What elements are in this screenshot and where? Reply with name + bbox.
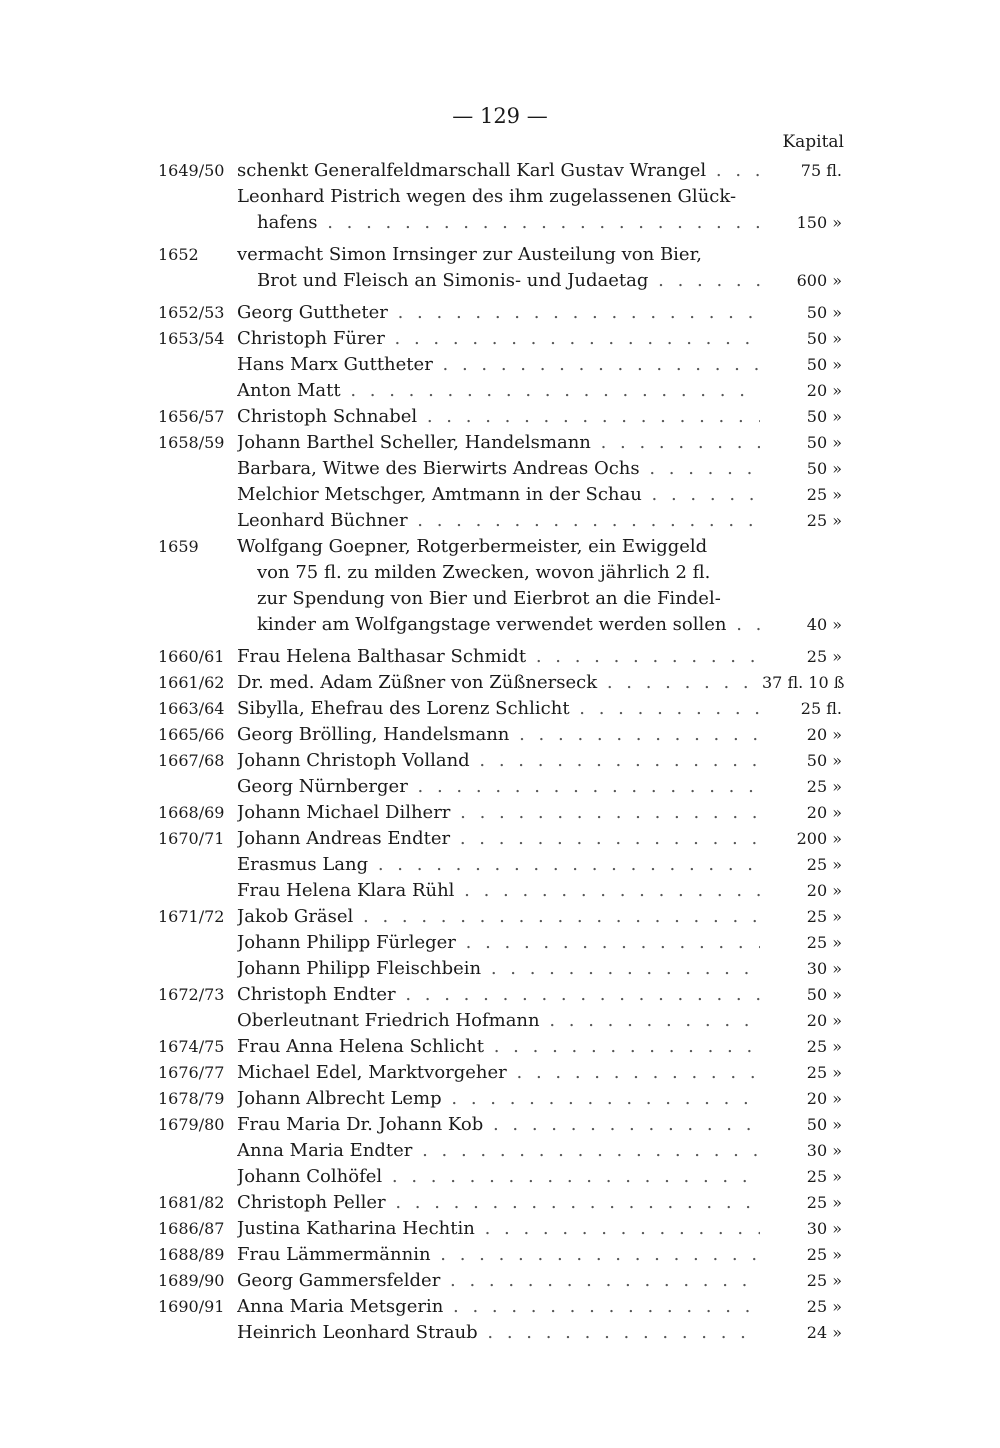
list-item [0, 878, 1000, 904]
entry-amount: 25 » [806, 1297, 842, 1316]
entry-line [0, 560, 1000, 586]
list-item [0, 904, 1000, 930]
entry-text: Georg Brölling, Handelsmann . . . [237, 722, 760, 748]
entry-line [0, 670, 1000, 696]
entry-amount: 25 » [806, 1271, 842, 1290]
list-item [0, 722, 1000, 748]
list-item [0, 826, 1000, 852]
entry-line [0, 1164, 1000, 1190]
entry-year: 1665/66 [158, 725, 225, 744]
entry-text: Johann Philipp Fleischbein . . . [237, 956, 760, 982]
entry-line [0, 184, 1000, 210]
entry-amount: 50 » [806, 433, 842, 452]
column-header-kapital: Kapital [782, 132, 844, 152]
list-item [0, 326, 1000, 352]
list-item [0, 1112, 1000, 1138]
entry-line [0, 158, 1000, 184]
entry-line [0, 748, 1000, 774]
list-item [0, 1008, 1000, 1034]
entry-line [0, 508, 1000, 534]
entry-line [0, 456, 1000, 482]
entry-amount: 20 » [806, 1089, 842, 1108]
entry-amount: 200 » [796, 829, 842, 848]
list-item [0, 1242, 1000, 1268]
entry-line [0, 826, 1000, 852]
entry-text: Hans Marx Guttheter . . . [237, 352, 760, 378]
entry-text: von 75 fl. zu milden Zwecken, wovon jährlich 2 fl. [257, 562, 711, 583]
list-item [0, 930, 1000, 956]
entry-text: vermacht Simon Irnsinger zur Austeilung von Bier, [237, 244, 702, 265]
entry-year: 1672/73 [158, 985, 225, 1004]
entry-text: Michael Edel, Marktvorgeher . . . [237, 1060, 760, 1086]
list-item [0, 508, 1000, 534]
list-item [0, 300, 1000, 326]
entry-text: Georg Gammersfelder . . . [237, 1268, 760, 1294]
entry-amount: 24 » [806, 1323, 842, 1342]
entry-year: 1689/90 [158, 1271, 225, 1290]
entry-text: Johann Michael Dilherr . . . [237, 800, 760, 826]
entry-line [0, 430, 1000, 456]
entry-amount: 20 » [806, 381, 842, 400]
entry-amount: 50 » [806, 407, 842, 426]
entry-line [0, 904, 1000, 930]
entry-text: Frau Anna Helena Schlicht . . . [237, 1034, 760, 1060]
entry-text: Anton Matt . . . [237, 378, 760, 404]
entry-text: zur Spendung von Bier und Eierbrot an die Findel- [257, 588, 721, 609]
entry-line [0, 612, 1000, 638]
list-item [0, 1164, 1000, 1190]
entry-text: Christoph Peller . . . [237, 1190, 760, 1216]
list-item [0, 670, 1000, 696]
list-item [0, 482, 1000, 508]
entry-line [0, 1086, 1000, 1112]
entry-year: 1652/53 [158, 303, 225, 322]
entry-amount: 25 » [806, 485, 842, 504]
entry-line [0, 404, 1000, 430]
entry-year: 1679/80 [158, 1115, 225, 1134]
entry-amount: 50 » [806, 985, 842, 1004]
entry-year: 1649/50 [158, 161, 225, 180]
entry-year: 1663/64 [158, 699, 225, 718]
list-item [0, 748, 1000, 774]
entry-text: Leonhard Büchner . . . [237, 508, 760, 534]
entry-year: 1667/68 [158, 751, 225, 770]
entry-text: Jakob Gräsel . . . [237, 904, 760, 930]
entry-text: kinder am Wolfgangstage verwendet werden sollen . . . [257, 612, 760, 638]
entry-amount: 20 » [806, 881, 842, 900]
entry-line [0, 378, 1000, 404]
entry-text: Wolfgang Goepner, Rotgerbermeister, ein Ewiggeld [237, 536, 708, 557]
entry-line [0, 1034, 1000, 1060]
entry-amount: 75 fl. [800, 161, 842, 180]
list-item [0, 404, 1000, 430]
entry-amount: 25 » [806, 907, 842, 926]
entry-text: Georg Guttheter . . . [237, 300, 760, 326]
entry-amount: 20 » [806, 1011, 842, 1030]
entry-text: Erasmus Lang . . . [237, 852, 760, 878]
entry-line [0, 210, 1000, 236]
entry-line [0, 774, 1000, 800]
entry-amount: 150 » [796, 213, 842, 232]
entry-line [0, 586, 1000, 612]
entry-year: 1678/79 [158, 1089, 225, 1108]
entry-amount: 50 » [806, 751, 842, 770]
entry-year: 1661/62 [158, 673, 225, 692]
list-item [0, 1294, 1000, 1320]
entry-amount: 25 » [806, 1167, 842, 1186]
list-item [0, 1190, 1000, 1216]
entry-text: Frau Helena Klara Rühl . . . [237, 878, 760, 904]
list-item [0, 644, 1000, 670]
entry-amount: 25 » [806, 777, 842, 796]
entry-amount: 25 » [806, 933, 842, 952]
entry-amount: 50 » [806, 459, 842, 478]
entry-amount: 30 » [806, 959, 842, 978]
entry-year: 1688/89 [158, 1245, 225, 1264]
entry-line [0, 1242, 1000, 1268]
entry-amount: 40 » [806, 615, 842, 634]
entry-text: Dr. med. Adam Züßner von Züßnerseck . . . [237, 670, 760, 696]
entry-line [0, 300, 1000, 326]
list-item [0, 534, 1000, 638]
entry-line [0, 352, 1000, 378]
entry-year: 1690/91 [158, 1297, 225, 1316]
entry-text: Frau Lämmermännin . . . [237, 1242, 760, 1268]
entry-text: Brot und Fleisch an Simonis- und Judaetag . . . [257, 268, 760, 294]
entry-text: Christoph Endter . . . [237, 982, 760, 1008]
entry-text: hafens . . . [257, 210, 760, 236]
entry-line [0, 982, 1000, 1008]
entry-year: 1676/77 [158, 1063, 225, 1082]
entry-text: Frau Helena Balthasar Schmidt . . . [237, 644, 760, 670]
entry-line [0, 644, 1000, 670]
list-item [0, 774, 1000, 800]
entry-text: Christoph Fürer . . . [237, 326, 760, 352]
entry-line [0, 800, 1000, 826]
entry-year: 1686/87 [158, 1219, 225, 1238]
list-item [0, 1034, 1000, 1060]
entry-line [0, 878, 1000, 904]
entry-text: Frau Maria Dr. Johann Kob . . . [237, 1112, 760, 1138]
entry-text: Johann Colhöfel . . . [237, 1164, 760, 1190]
entry-line [0, 1112, 1000, 1138]
list-item [0, 800, 1000, 826]
entry-text: Johann Philipp Fürleger . . . [237, 930, 760, 956]
entry-text: Oberleutnant Friedrich Hofmann . . . [237, 1008, 760, 1034]
list-item [0, 1086, 1000, 1112]
entry-text: Anna Maria Endter . . . [237, 1138, 760, 1164]
list-item [0, 1268, 1000, 1294]
entry-text: Johann Albrecht Lemp . . . [237, 1086, 760, 1112]
entry-year: 1658/59 [158, 433, 225, 452]
entry-amount: 50 » [806, 355, 842, 374]
entry-amount: 25 » [806, 647, 842, 666]
entry-amount: 25 fl. [800, 699, 842, 718]
entry-line [0, 1268, 1000, 1294]
entry-text: Christoph Schnabel . . . [237, 404, 760, 430]
list-item [0, 1060, 1000, 1086]
entry-amount: 50 » [806, 303, 842, 322]
list-item [0, 1138, 1000, 1164]
list-item [0, 184, 1000, 236]
entry-amount: 50 » [806, 329, 842, 348]
entry-amount: 37 fl. 10 ß [762, 673, 845, 692]
entry-line [0, 1138, 1000, 1164]
entry-text: Barbara, Witwe des Bierwirts Andreas Ochs . . . [237, 456, 760, 482]
entry-amount: 25 » [806, 511, 842, 530]
entry-line [0, 722, 1000, 748]
entry-amount: 30 » [806, 1219, 842, 1238]
entry-year: 1652 [158, 245, 199, 264]
entry-text: Georg Nürnberger . . . [237, 774, 760, 800]
list-item [0, 696, 1000, 722]
list-item [0, 956, 1000, 982]
entry-line [0, 956, 1000, 982]
entry-line [0, 1190, 1000, 1216]
entry-amount: 20 » [806, 725, 842, 744]
entry-year: 1681/82 [158, 1193, 225, 1212]
entry-text: Johann Barthel Scheller, Handelsmann . . . [237, 430, 760, 456]
entry-year: 1660/61 [158, 647, 225, 666]
entry-amount: 30 » [806, 1141, 842, 1160]
list-item [0, 430, 1000, 456]
entry-amount: 25 » [806, 1063, 842, 1082]
entry-year: 1659 [158, 537, 199, 556]
entry-year: 1656/57 [158, 407, 225, 426]
list-item [0, 352, 1000, 378]
entry-amount: 25 » [806, 855, 842, 874]
entry-text: Justina Katharina Hechtin . . . [237, 1216, 760, 1242]
entry-line [0, 696, 1000, 722]
entry-amount: 25 » [806, 1037, 842, 1056]
list-item [0, 378, 1000, 404]
list-item [0, 982, 1000, 1008]
entry-year: 1670/71 [158, 829, 225, 848]
entry-text: Johann Andreas Endter . . . [237, 826, 760, 852]
entry-line [0, 1008, 1000, 1034]
entry-line [0, 1060, 1000, 1086]
entry-amount: 20 » [806, 803, 842, 822]
entry-amount: 25 » [806, 1193, 842, 1212]
entry-line [0, 1294, 1000, 1320]
entry-text: Melchior Metschger, Amtmann in der Schau . . . [237, 482, 760, 508]
entry-year: 1674/75 [158, 1037, 225, 1056]
list-item [0, 1216, 1000, 1242]
entry-line [0, 1320, 1000, 1346]
entry-year: 1653/54 [158, 329, 225, 348]
entry-line [0, 268, 1000, 294]
entry-amount: 25 » [806, 1245, 842, 1264]
entry-text: schenkt Generalfeldmarschall Karl Gustav Wrangel . . . [237, 158, 760, 184]
entry-line [0, 242, 1000, 268]
list-item [0, 158, 1000, 184]
entry-year: 1671/72 [158, 907, 225, 926]
page-number: — 129 — [452, 104, 548, 128]
list-item [0, 852, 1000, 878]
list-item [0, 1320, 1000, 1346]
entry-line [0, 326, 1000, 352]
entry-text: Johann Christoph Volland . . . [237, 748, 760, 774]
entry-line [0, 534, 1000, 560]
entry-text: Leonhard Pistrich wegen des ihm zugelassenen Glück- [237, 186, 737, 207]
list-item [0, 242, 1000, 294]
entry-line [0, 852, 1000, 878]
entry-text: Heinrich Leonhard Straub . . . [237, 1320, 760, 1346]
entry-line [0, 1216, 1000, 1242]
donation-list [0, 158, 1000, 1346]
entry-amount: 50 » [806, 1115, 842, 1134]
entry-line [0, 482, 1000, 508]
entry-text: Sibylla, Ehefrau des Lorenz Schlicht . . . [237, 696, 760, 722]
list-item [0, 456, 1000, 482]
entry-amount: 600 » [796, 271, 842, 290]
entry-year: 1668/69 [158, 803, 225, 822]
entry-line [0, 930, 1000, 956]
entry-text: Anna Maria Metsgerin . . . [237, 1294, 760, 1320]
